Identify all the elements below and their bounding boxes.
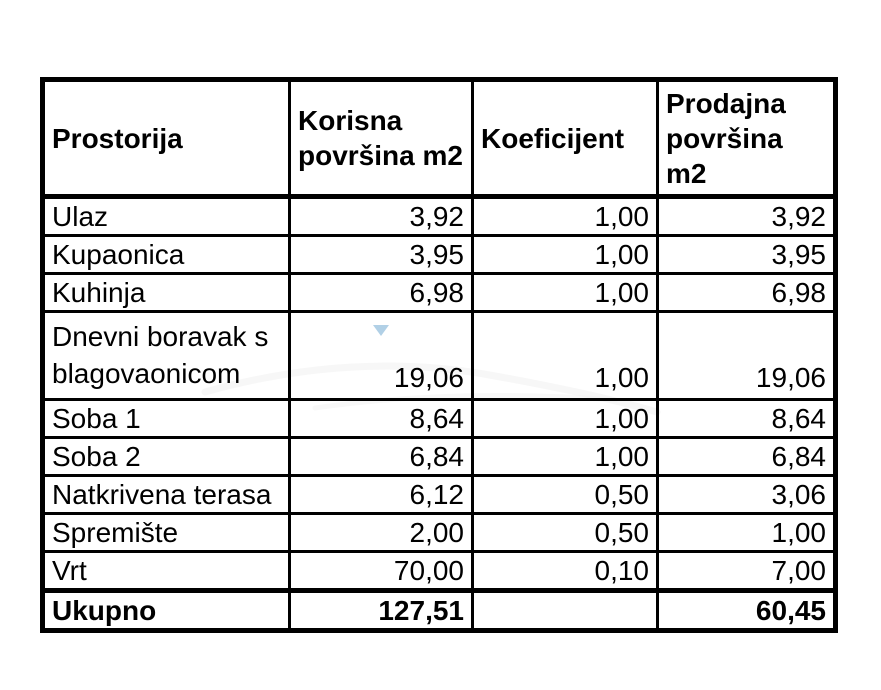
table-row-kuhinja: [43, 274, 836, 312]
koeficijent-value: 0,50: [473, 476, 658, 514]
prodajna-value: 1,00: [658, 514, 836, 552]
korisna-value: 6,84: [290, 438, 473, 476]
korisna-value: 3,92: [290, 197, 473, 236]
total-label: Ukupno: [43, 591, 290, 631]
table-row-soba-2: [43, 438, 836, 476]
prodajna-value: 3,95: [658, 236, 836, 274]
room-name: Vrt: [43, 552, 290, 591]
prodajna-value: 19,06: [658, 312, 836, 400]
table-row-kupaonica: [43, 236, 836, 274]
table-row-natkrivena-terasa: [43, 476, 836, 514]
table-row-spremiste: [43, 514, 836, 552]
table-row-ulaz: [43, 197, 836, 236]
column-header-prodajna-povrsina: Prodajna površina m2: [658, 80, 836, 197]
area-table-container: [40, 77, 833, 633]
table-row-soba-1: [43, 400, 836, 438]
room-name: Kupaonica: [43, 236, 290, 274]
room-name: Spremište: [43, 514, 290, 552]
room-name: Dnevni boravak s blagovaonicom: [43, 312, 290, 400]
column-header-prostorija: Prostorija: [43, 80, 290, 197]
dropdown-triangle-icon: [373, 325, 389, 336]
total-koeficijent-value: [473, 591, 658, 631]
room-name: Ulaz: [43, 197, 290, 236]
total-korisna-value: 127,51: [290, 591, 473, 631]
korisna-value: 19,06: [290, 312, 473, 400]
koeficijent-value: 1,00: [473, 197, 658, 236]
total-prodajna-value: 60,45: [658, 591, 836, 631]
koeficijent-value: 1,00: [473, 400, 658, 438]
prodajna-value: 3,06: [658, 476, 836, 514]
koeficijent-value: 1,00: [473, 312, 658, 400]
korisna-value: 6,12: [290, 476, 473, 514]
column-header-korisna-povrsina: Korisna površina m2: [290, 80, 473, 197]
koeficijent-value: 0,10: [473, 552, 658, 591]
total-row: [43, 591, 836, 631]
korisna-value: 70,00: [290, 552, 473, 591]
koeficijent-value: 0,50: [473, 514, 658, 552]
koeficijent-value: 1,00: [473, 236, 658, 274]
column-header-koeficijent: Koeficijent: [473, 80, 658, 197]
header-row: [43, 80, 836, 197]
table-row-vrt: [43, 552, 836, 591]
prodajna-value: 6,84: [658, 438, 836, 476]
table-row-dnevni-boravak: [43, 312, 836, 400]
korisna-value: 3,95: [290, 236, 473, 274]
room-name: Soba 2: [43, 438, 290, 476]
korisna-value: 8,64: [290, 400, 473, 438]
koeficijent-value: 1,00: [473, 438, 658, 476]
room-name: Kuhinja: [43, 274, 290, 312]
prodajna-value: 6,98: [658, 274, 836, 312]
prodajna-value: 3,92: [658, 197, 836, 236]
prodajna-value: 8,64: [658, 400, 836, 438]
korisna-value: 2,00: [290, 514, 473, 552]
korisna-value: 6,98: [290, 274, 473, 312]
room-name: Soba 1: [43, 400, 290, 438]
area-table: [40, 77, 838, 633]
prodajna-value: 7,00: [658, 552, 836, 591]
koeficijent-value: 1,00: [473, 274, 658, 312]
room-name: Natkrivena terasa: [43, 476, 290, 514]
